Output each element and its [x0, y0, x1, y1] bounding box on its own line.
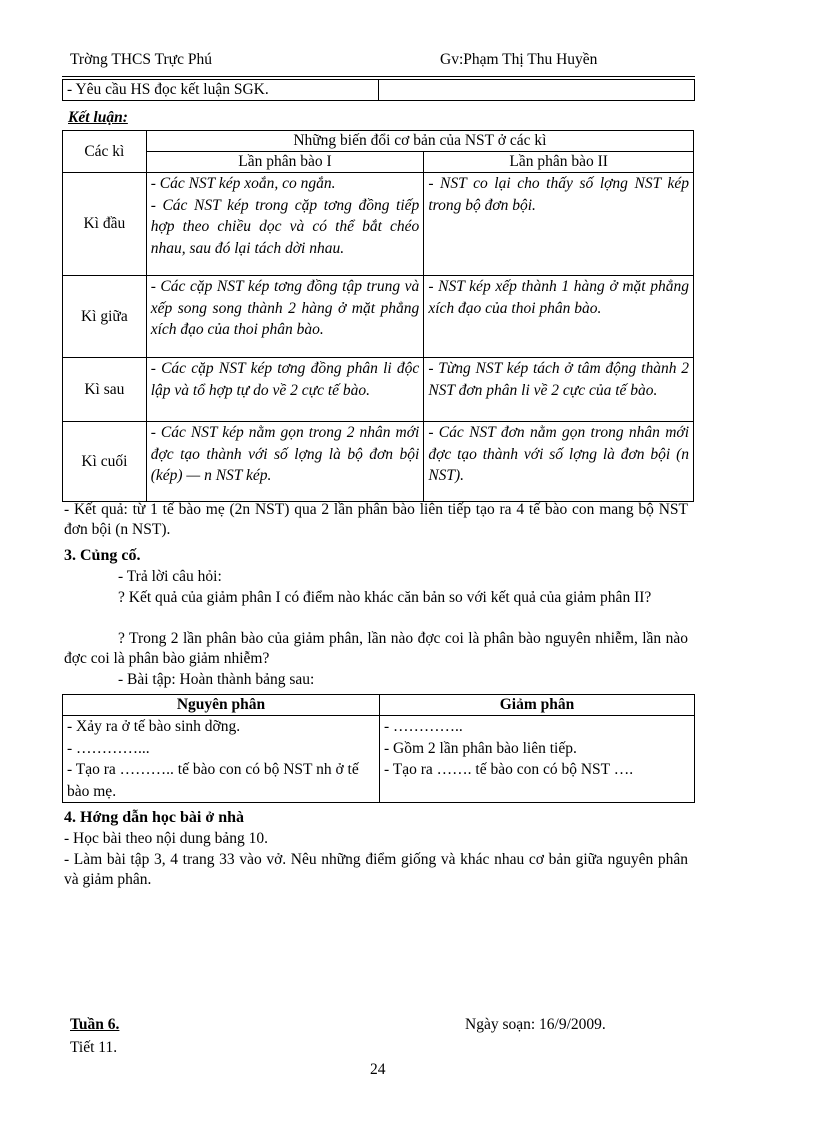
- phase-cell: Kì cuối: [63, 422, 147, 502]
- homework-line-2: - Làm bài tập 3, 4 trang 33 vào vở. Nêu những điểm giống và khác nhau cơ bản giữa nguyên phân và giảm phân.: [64, 851, 688, 888]
- meiosis-header: Giảm phân: [380, 695, 695, 716]
- mitosis-cell: - Xảy ra ở tế bào sinh dỡng. - …………... - Tạo ra ……….. tế bào con có bộ NST nh ở tế bào mẹ.: [63, 716, 380, 803]
- table-row: [63, 358, 694, 422]
- division1-cell: - Các cặp NST kép tơng đồng tập trung và xếp song song thành 2 hàng ở mặt phẳng xích đạo của thoi phân bào.: [146, 276, 424, 358]
- division1-cell: - Các NST kép xoắn, co ngắn. - Các NST kép trong cặp tơng đồng tiếp hợp theo chiều dọc và có thể bắt chéo nhau, sau đó lại tách dời nhau.: [146, 173, 424, 276]
- division2-cell: - NST kép xếp thành 1 hàng ở mặt phẳng xích đạo của thoi phân bào.: [424, 276, 694, 358]
- division2-cell: - Các NST đơn nằm gọn trong nhân mới đợc tạo thành với số lợng là đơn bội (n NST).: [424, 422, 694, 502]
- question-1: ? Kết quả của giảm phân I có điểm nào khác căn bản so với kết quả của giảm phân II?: [118, 589, 652, 606]
- answer-line: - Trả lời câu hỏi:: [118, 568, 222, 585]
- date-label: Ngày soạn: 16/9/2009.: [465, 1016, 606, 1033]
- header-rule: [62, 76, 695, 77]
- page-number: 24: [370, 1061, 386, 1078]
- top-row-left: - Yêu cầu HS đọc kết luận SGK.: [63, 80, 379, 101]
- division2-cell: - NST co lại cho thấy số lợng NST kép trong bộ đơn bội.: [424, 173, 694, 276]
- exercise-line: - Bài tập: Hoàn thành bảng sau:: [118, 671, 315, 688]
- phase-cell: Kì sau: [63, 358, 147, 422]
- top-row-table: [62, 79, 695, 101]
- table-row: [63, 716, 695, 803]
- school-name: Trờng THCS Trực Phú: [70, 51, 212, 68]
- phase-header: Các kì: [63, 131, 147, 173]
- meiosis-cell: - ………….. - Gồm 2 lần phân bào liên tiếp. - Tạo ra ……. tế bào con có bộ NST ….: [380, 716, 695, 803]
- comparison-table: [62, 694, 695, 803]
- mitosis-header: Nguyên phân: [63, 695, 380, 716]
- section4-title: 4. Hớng dẫn học bài ở nhà: [64, 809, 244, 826]
- homework-line-1: - Học bài theo nội dung bảng 10.: [64, 830, 269, 847]
- lesson-label: Tiết 11.: [70, 1039, 118, 1056]
- conclusion-title: Kết luận:: [68, 109, 128, 126]
- col2-header: Lần phân bào II: [424, 152, 694, 173]
- table-row: [63, 173, 694, 276]
- top-row-right: [379, 80, 695, 101]
- week-label: Tuần 6.: [70, 1016, 120, 1033]
- group-header: Những biến đổi cơ bản của NST ở các kì: [146, 131, 693, 152]
- teacher-name: Gv:Phạm Thị Thu Huyền: [440, 51, 598, 68]
- result-text: - Kết quả: từ 1 tế bào mẹ (2n NST) qua 2 lần phân bào liên tiếp tạo ra 4 tế bào con mang bộ NST đơn bội (n NST).: [64, 501, 688, 538]
- table-row: [63, 276, 694, 358]
- division1-cell: - Các NST kép nằm gọn trong 2 nhân mới đợc tạo thành với số lợng là bộ đơn bội (kép) — n NST kép.: [146, 422, 424, 502]
- phase-cell: Kì đầu: [63, 173, 147, 276]
- section3-title: 3. Củng cố.: [64, 547, 141, 564]
- table-row: [63, 422, 694, 502]
- phase-cell: Kì giữa: [63, 276, 147, 358]
- col1-header: Lần phân bào I: [146, 152, 424, 173]
- division2-cell: - Từng NST kép tách ở tâm động thành 2 NST đơn phân li về 2 cực của tế bào.: [424, 358, 694, 422]
- meiosis-table: [62, 130, 694, 502]
- division1-cell: - Các cặp NST kép tơng đồng phân li độc lập và tổ hợp tự do về 2 cực tế bào.: [146, 358, 424, 422]
- question-2: ? Trong 2 lần phân bào của giảm phân, lần nào đợc coi là phân bào nguyên nhiễm, lần nào đợc coi là phân bào giảm nhiễm?: [64, 630, 688, 667]
